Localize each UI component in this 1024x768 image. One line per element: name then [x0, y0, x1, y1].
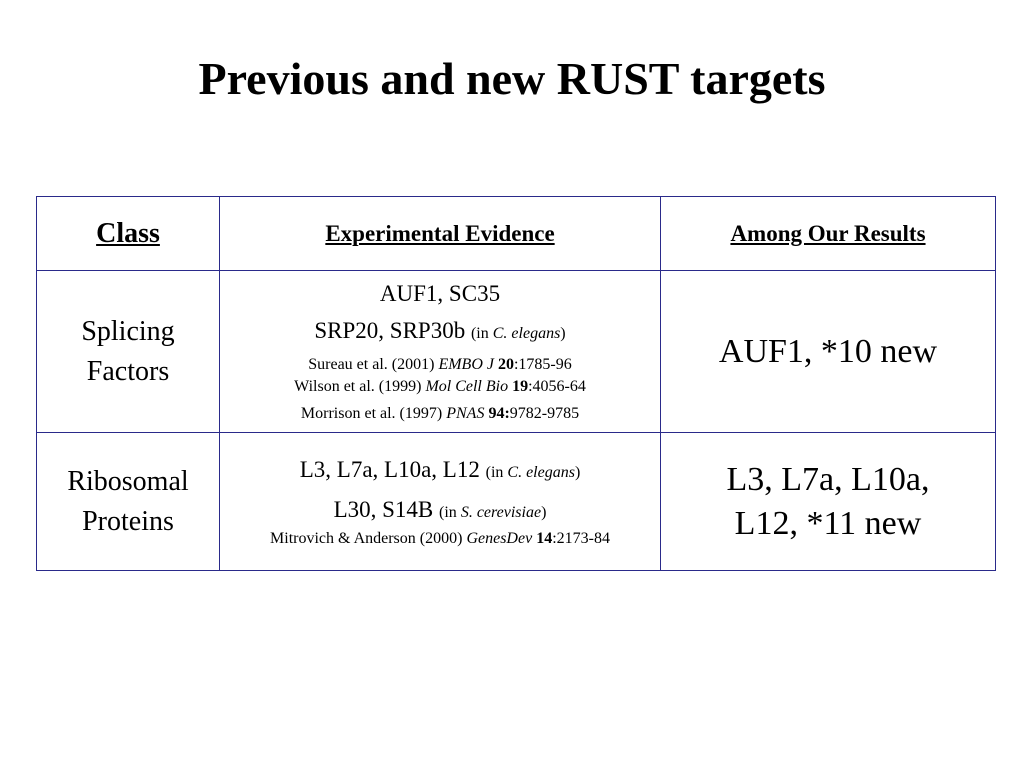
- table-header-row: [37, 197, 996, 271]
- species-name: C. elegans: [492, 325, 561, 342]
- header-evidence-label: Experimental Evidence: [325, 220, 555, 246]
- reference-citation: Morrison et al. (1997) PNAS 94:9782-9785: [300, 405, 580, 422]
- class-label-line: Proteins: [82, 505, 174, 537]
- header-class: [37, 197, 220, 271]
- result-cell-ribosomal: [661, 433, 996, 571]
- result-cell-splicing: [661, 271, 996, 433]
- result-line: L12, *11 new: [734, 504, 922, 542]
- result-line: L3, L7a, L10a,: [726, 460, 930, 498]
- evidence-cell-splicing: [220, 271, 661, 433]
- evidence-cell-ribosomal: [220, 433, 661, 571]
- evidence-main: L3, L7a, L10a, L12: [299, 456, 480, 482]
- species-note: (in S. cerevisiae): [439, 503, 547, 521]
- species-note: (in C. elegans): [485, 463, 581, 481]
- slide-title: Previous and new RUST targets: [198, 53, 826, 104]
- class-label-line: Factors: [86, 355, 170, 387]
- header-results: [661, 197, 996, 271]
- table-row-splicing-factors: [37, 271, 996, 433]
- reference-citation: Sureau et al. (2001) EMBO J 20:1785-96: [308, 356, 572, 373]
- evidence-main: SRP20, SRP30b: [314, 318, 466, 343]
- species-note: (in C. elegans): [470, 325, 566, 342]
- result-line: AUF1, *10 new: [718, 332, 938, 370]
- evidence-line: [220, 454, 660, 488]
- evidence-line: [220, 494, 660, 528]
- class-cell-splicing: [37, 271, 220, 433]
- class-label-line: Splicing: [81, 315, 175, 347]
- class-cell-ribosomal: [37, 433, 220, 571]
- rust-targets-table: [36, 196, 996, 571]
- reference-citation: Mitrovich & Anderson (2000) GenesDev 14:2173-84: [270, 529, 610, 547]
- evidence-main: L30, S14B: [333, 496, 434, 522]
- evidence-line: AUF1, SC35: [379, 281, 501, 306]
- species-name: S. cerevisiae: [460, 503, 542, 521]
- reference-citation: Wilson et al. (1999) Mol Cell Bio 19:4056-64: [294, 378, 586, 395]
- class-label-line: Ribosomal: [67, 465, 189, 497]
- evidence-line: [220, 315, 660, 349]
- header-results-label: Among Our Results: [730, 220, 926, 246]
- header-class-label: Class: [96, 217, 160, 249]
- species-name: C. elegans: [507, 463, 575, 481]
- header-evidence: [220, 197, 661, 271]
- table-row-ribosomal-proteins: [37, 433, 996, 571]
